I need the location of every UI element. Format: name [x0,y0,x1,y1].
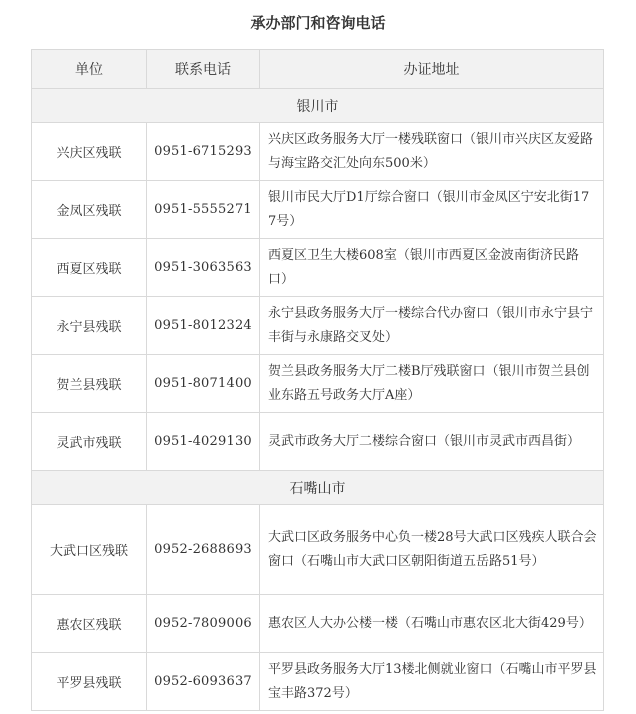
unit-cell: 惠农区残联 [32,595,147,653]
table-row [32,297,604,355]
table-row [32,181,604,239]
unit-cell: 永宁县残联 [32,297,147,355]
table-header-row [32,50,604,89]
phone-cell: 0951-4029130 [147,413,260,471]
address-cell: 永宁县政务服务大厅一楼综合代办窗口（银川市永宁县宁丰街与永康路交叉处） [260,297,604,355]
unit-cell: 平罗县残联 [32,653,147,711]
address-cell: 西夏区卫生大楼608室（银川市西夏区金波南街济民路口） [260,239,604,297]
table-row [32,653,604,711]
unit-cell: 灵武市残联 [32,413,147,471]
address-cell: 惠农区人大办公楼一楼（石嘴山市惠农区北大街429号） [260,595,604,653]
address-cell: 平罗县政务服务大厅13楼北侧就业窗口（石嘴山市平罗县宝丰路372号） [260,653,604,711]
phone-cell: 0952-7809006 [147,595,260,653]
contact-table [31,49,604,711]
phone-cell: 0952-6093637 [147,653,260,711]
address-cell: 贺兰县政务服务大厅二楼B厅残联窗口（银川市贺兰县创业东路五号政务大厅A座） [260,355,604,413]
phone-cell: 0951-8012324 [147,297,260,355]
address-cell: 灵武市政务大厅二楼综合窗口（银川市灵武市西昌街） [260,413,604,471]
table-row [32,505,604,595]
table-row [32,355,604,413]
table-row [32,123,604,181]
table-row [32,413,604,471]
unit-cell: 大武口区残联 [32,505,147,595]
phone-cell: 0951-8071400 [147,355,260,413]
phone-cell: 0952-2688693 [147,505,260,595]
address-cell: 兴庆区政务服务大厅一楼残联窗口（银川市兴庆区友爱路与海宝路交汇处向东500米） [260,123,604,181]
phone-cell: 0951-6715293 [147,123,260,181]
unit-cell: 西夏区残联 [32,239,147,297]
header-unit: 单位 [32,50,147,89]
header-address: 办证地址 [260,50,604,89]
phone-cell: 0951-3063563 [147,239,260,297]
table-row [32,595,604,653]
unit-cell: 贺兰县残联 [32,355,147,413]
unit-cell: 金凤区残联 [32,181,147,239]
phone-cell: 0951-5555271 [147,181,260,239]
header-phone: 联系电话 [147,50,260,89]
table-body [32,50,604,711]
section-city: 石嘴山市 [32,471,604,505]
section-row [32,89,604,123]
unit-cell: 兴庆区残联 [32,123,147,181]
address-cell: 银川市民大厅D1厅综合窗口（银川市金凤区宁安北街177号） [260,181,604,239]
table-row [32,239,604,297]
section-row [32,471,604,505]
page-title: 承办部门和咨询电话 [250,14,386,32]
address-cell: 大武口区政务服务中心负一楼28号大武口区残疾人联合会窗口（石嘴山市大武口区朝阳街道五岳路51号） [260,505,604,595]
section-city: 银川市 [32,89,604,123]
